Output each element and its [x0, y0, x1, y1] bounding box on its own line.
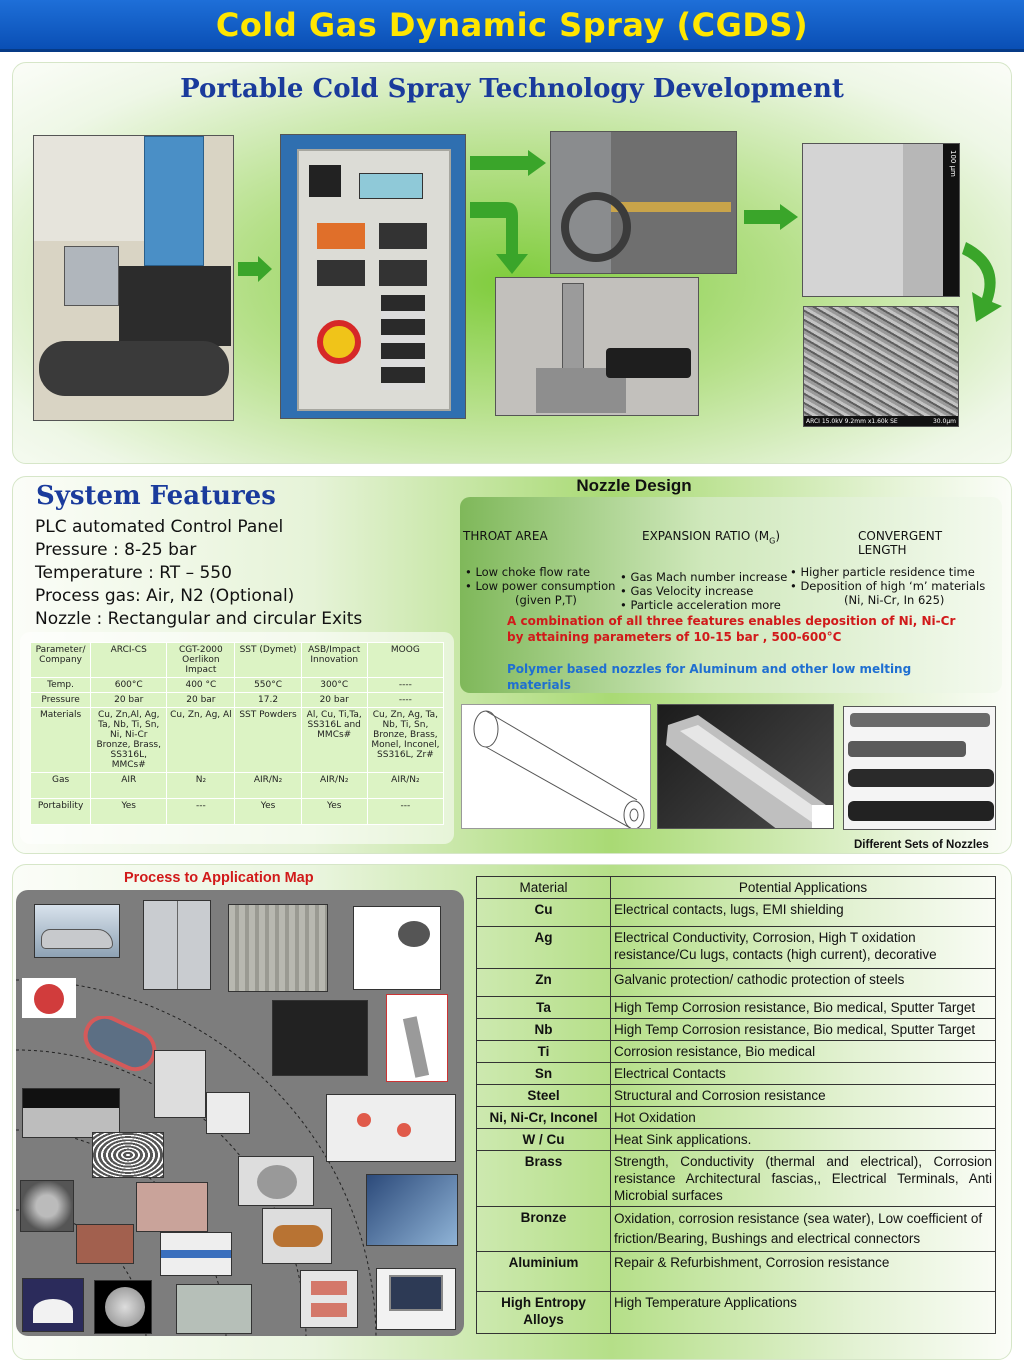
table-row	[477, 969, 996, 997]
table-cell: Pressure	[31, 693, 91, 708]
table-cell: Cu, Zn, Ag, Al	[167, 708, 235, 773]
page-title: Cold Gas Dynamic Spray (CGDS)	[215, 5, 809, 44]
golf-club-image	[353, 906, 441, 990]
material-cell: Brass	[477, 1151, 611, 1207]
table-cell: Cu, Zn, Ag, Ta, Nb, Ti, Sn, Bronze, Brass, Monel, Inconel, SS316L, Zr#	[367, 708, 443, 773]
feature-line: Pressure : 8-25 bar	[35, 540, 197, 560]
coated-pipe-image	[78, 1016, 162, 1072]
table-cell: 600°C	[91, 678, 167, 693]
nozzle-drawing	[461, 704, 651, 829]
expansion-ratio-column	[620, 529, 800, 612]
table-cell: 550°C	[235, 678, 301, 693]
material-cell: Ta	[477, 997, 611, 1019]
nozzle-sets-photo	[843, 706, 996, 830]
table-cell: SST Powders	[235, 708, 301, 773]
table-cell: Gas	[31, 773, 91, 799]
material-cell: W / Cu	[477, 1129, 611, 1151]
coating-cross-section-micrograph	[802, 143, 960, 297]
application-cell: Heat Sink applications.	[611, 1129, 996, 1151]
heat-sink-image	[326, 1094, 456, 1162]
nozzle-bullet: (Ni, Ni-Cr, In 625)	[844, 593, 945, 607]
table-cell: ---	[167, 799, 235, 825]
nozzle-cutaway-icon	[658, 705, 834, 829]
table-row	[477, 1041, 996, 1063]
material-cell: Bronze	[477, 1207, 611, 1252]
nozzle-bullet: • Low power consumption	[465, 579, 616, 593]
material-cell: Steel	[477, 1085, 611, 1107]
application-cell: Oxidation, corrosion resistance (sea water), Low coefficient of friction/Bearing, Bushings and electrical connectors	[611, 1207, 996, 1252]
table-header-cell: ASB/Impact Innovation	[301, 643, 367, 678]
table-row	[31, 799, 444, 825]
table-row	[477, 1207, 996, 1252]
table-cell: ---	[367, 799, 443, 825]
table-row	[477, 997, 996, 1019]
sports-car-image	[34, 904, 120, 958]
application-cell: Strength, Conductivity (thermal and electrical), Corrosion resistance Architectural fascias,, Electrical Terminals, Anti Microbial surfaces	[611, 1151, 996, 1207]
feature-line: PLC automated Control Panel	[35, 517, 284, 537]
polymer-nozzle-note	[507, 661, 911, 693]
curved-arrow-down-icon	[962, 238, 1010, 324]
spherical-powder-image	[94, 1280, 152, 1334]
curved-arrow-down-icon	[470, 196, 530, 276]
table-header-cell: CGT-2000 Oerlikon Impact	[167, 643, 235, 678]
table-cell: 300°C	[301, 678, 367, 693]
feature-list	[35, 516, 362, 631]
convergent-length-column	[790, 529, 998, 607]
material-cell: Ag	[477, 927, 611, 969]
material-cell: Zn	[477, 969, 611, 997]
application-map-title: Process to Application Map	[124, 870, 314, 886]
table-row	[477, 1085, 996, 1107]
competitor-comparison-table	[30, 642, 444, 825]
nozzle-bullet: • Gas Velocity increase	[620, 584, 754, 599]
micrograph-caption: ARCI 15.0kV 9.2mm x1.60k SE	[806, 418, 898, 425]
table-header-cell: SST (Dymet)	[235, 643, 301, 678]
nozzle-bullet: (given P,T)	[515, 593, 577, 607]
coated-tiles-image	[300, 1270, 358, 1328]
arrow-right-icon	[470, 150, 548, 176]
coating-sem-image	[22, 1088, 120, 1138]
table-cell: 20 bar	[301, 693, 367, 708]
nozzle-sets-caption: Different Sets of Nozzles	[854, 839, 989, 851]
table-cell: Temp.	[31, 678, 91, 693]
table-cell: 400 °C	[167, 678, 235, 693]
table-row	[31, 678, 444, 693]
section-title-system-features: System Features	[36, 481, 276, 511]
industrial-components-image	[272, 1000, 368, 1076]
potential-applications-table	[476, 876, 996, 1334]
nozzle-setup-photo	[495, 277, 699, 416]
surface-texture-image	[176, 1284, 252, 1334]
table-row	[31, 773, 444, 799]
powder-pile-image	[22, 1278, 84, 1332]
nozzle-cutaway-render	[657, 704, 834, 829]
table-cell: 17.2	[235, 693, 301, 708]
spray-gun-photo	[550, 131, 737, 274]
table-header-cell: Material	[477, 877, 611, 899]
table-row	[477, 1063, 996, 1085]
splat-morphology-micrograph	[803, 306, 959, 427]
sputter-target-image	[238, 1156, 314, 1206]
material-cell: Sn	[477, 1063, 611, 1085]
throat-area-column	[463, 529, 623, 607]
application-cell: High Temperature Applications	[611, 1292, 996, 1334]
table-cell: Yes	[91, 799, 167, 825]
application-cell: Electrical Contacts	[611, 1063, 996, 1085]
table-row	[31, 708, 444, 773]
control-panel-photo	[280, 134, 466, 419]
application-cell: Hot Oxidation	[611, 1107, 996, 1129]
expansion-ratio-subscript: G	[769, 536, 776, 546]
title-banner	[0, 0, 1024, 52]
nozzle-outline-icon	[462, 705, 651, 829]
copper-tube-image	[262, 1208, 332, 1264]
laptop-image	[376, 1268, 456, 1330]
table-cell: ----	[367, 678, 443, 693]
micrograph-scale-label: 100 µm	[949, 150, 957, 177]
machined-part-image	[154, 1050, 206, 1118]
table-cell: Al, Cu, Ti,Ta, SS316L and MMCs#	[301, 708, 367, 773]
table-cell: Yes	[301, 799, 367, 825]
table-row	[31, 693, 444, 708]
nozzle-bullet: • Deposition of high ‘m’ materials	[790, 579, 986, 593]
solar-panel-image	[366, 1174, 458, 1246]
nozzle-bullet: • Particle acceleration more	[620, 598, 781, 613]
table-cell: AIR/N₂	[367, 773, 443, 799]
table-row	[477, 1292, 996, 1334]
table-cell: AIR	[91, 773, 167, 799]
combination-note-line: A combination of all three features enables deposition of Ni, Ni-Cr	[507, 614, 956, 628]
table-header-cell: Parameter/ Company	[31, 643, 91, 678]
tyre-tread-image	[228, 904, 328, 992]
table-cell: 20 bar	[91, 693, 167, 708]
table-header-cell: ARCI-CS	[91, 643, 167, 678]
table-row	[477, 1129, 996, 1151]
cross-section-image	[136, 1182, 208, 1232]
table-row	[477, 927, 996, 969]
patterned-coupon-image	[206, 1092, 250, 1134]
application-cell: High Temp Corrosion resistance, Bio medical, Sputter Target	[611, 1019, 996, 1041]
application-cell: Structural and Corrosion resistance	[611, 1085, 996, 1107]
feature-line: Temperature : RT – 550	[35, 563, 232, 583]
combination-note	[507, 613, 955, 645]
table-row	[477, 1151, 996, 1207]
throat-area-heading: THROAT AREA	[463, 529, 548, 543]
polymer-nozzle-note-line: materials	[507, 678, 571, 692]
porous-microstructure-image	[92, 1132, 164, 1178]
nozzle-design-title	[460, 476, 1024, 496]
table-cell: Yes	[235, 799, 301, 825]
roller-image	[22, 978, 76, 1018]
material-cell: Cu	[477, 899, 611, 927]
hip-implant-image	[386, 994, 448, 1082]
micrograph-scale-label: 30.0µm	[932, 418, 956, 425]
table-row	[477, 1252, 996, 1292]
nozzle-design-title-text: Nozzle Design	[576, 476, 692, 495]
table-cell: Materials	[31, 708, 91, 773]
material-cell: Ni, Ni-Cr, Inconel	[477, 1107, 611, 1129]
application-cell: High Temp Corrosion resistance, Bio medical, Sputter Target	[611, 997, 996, 1019]
combination-note-line: by attaining parameters of 10-15 bar , 500-600°C	[507, 630, 842, 644]
convergent-length-heading: LENGTH	[858, 543, 907, 557]
application-cell: Repair & Refurbishment, Corrosion resistance	[611, 1252, 996, 1292]
material-cell: Aluminium	[477, 1252, 611, 1292]
process-application-map	[16, 890, 464, 1336]
application-cell: Electrical contacts, lugs, EMI shielding	[611, 899, 996, 927]
polymer-nozzle-note-line: Polymer based nozzles for Aluminum and other low melting	[507, 662, 912, 676]
nozzle-bullet: • Higher particle residence time	[790, 565, 975, 579]
material-cell: Nb	[477, 1019, 611, 1041]
arrow-right-icon	[238, 256, 274, 282]
feature-line: Nozzle : Rectangular and circular Exits	[35, 609, 363, 629]
table-row	[477, 899, 996, 927]
section-title-portable: Portable Cold Spray Technology Development	[180, 74, 844, 104]
application-cell: Corrosion resistance, Bio medical	[611, 1041, 996, 1063]
cu-coating-image	[76, 1224, 134, 1264]
feature-line: Process gas: Air, N2 (Optional)	[35, 586, 295, 606]
expansion-ratio-heading: EXPANSION RATIO $(M_G)$	[642, 529, 781, 546]
table-cell: ----	[367, 693, 443, 708]
refrigerator-image	[143, 900, 211, 990]
table-cell: 20 bar	[167, 693, 235, 708]
application-cell: Galvanic protection/ cathodic protection of steels	[611, 969, 996, 997]
convergent-length-heading: CONVERGENT	[858, 529, 943, 543]
table-cell: AIR/N₂	[235, 773, 301, 799]
table-cell: N₂	[167, 773, 235, 799]
cold-spray-machine-photo	[33, 135, 234, 421]
table-header-cell: MOOG	[367, 643, 443, 678]
nozzle-bullet: • Low choke flow rate	[465, 565, 591, 579]
material-cell: High Entropy Alloys	[477, 1292, 611, 1334]
material-cell: Ti	[477, 1041, 611, 1063]
table-header-cell: Potential Applications	[611, 877, 996, 899]
powder-particles-image	[20, 1180, 74, 1232]
table-row	[477, 1107, 996, 1129]
table-row	[477, 1019, 996, 1041]
application-cell: Electrical Conductivity, Corrosion, High T oxidation resistance/Cu lugs, contacts (high current), decorative	[611, 927, 996, 969]
cu-al2o3-interface-image	[160, 1232, 232, 1276]
table-cell: Portability	[31, 799, 91, 825]
arrow-right-icon	[744, 204, 800, 230]
expansion-ratio-heading-text: EXPANSION RATIO (M	[642, 529, 770, 543]
table-cell: AIR/N₂	[301, 773, 367, 799]
nozzle-bullet: • Gas Mach number increase	[620, 570, 788, 585]
table-cell: Cu, Zn,Al, Ag, Ta, Nb, Ti, Sn, Ni, Ni-Cr Bronze, Brass, SS316L, MMCs#	[91, 708, 167, 773]
